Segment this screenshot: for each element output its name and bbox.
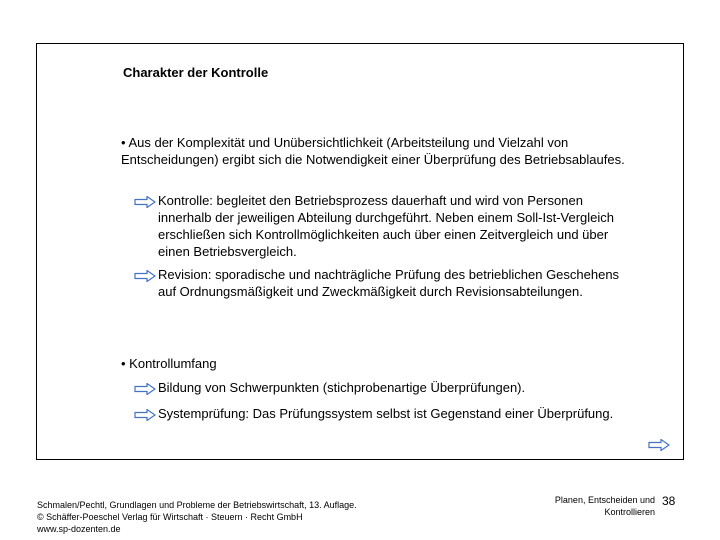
chapter-line: Kontrollieren <box>604 507 655 517</box>
citation-line: © Schäffer-Poeschel Verlag für Wirtschaft · Steuern · Recht GmbH <box>37 512 303 522</box>
citation-line: Schmalen/Pechtl, Grundlagen und Probleme der Betriebswirtschaft, 13. Auflage. <box>37 500 357 510</box>
sub-item-kontrolle: Kontrolle: begleitet den Betriebsprozess dauerhaft und wird von Personen innerhalb der jeweiligen Abteilung durchgeführt. Neben einem Soll-Ist-Vergleich erschließen sich Kontrollmöglichkeiten auch über einen Zeitvergleich und über einen Betriebsvergleich. <box>158 193 614 259</box>
footer-citation <box>37 499 357 535</box>
right-arrow-icon <box>134 409 156 421</box>
slide-title: Charakter der Kontrolle <box>123 65 269 80</box>
sub-item-schwerpunkte: Bildung von Schwerpunkten (stichprobenartige Überprüfungen). <box>158 380 526 395</box>
footer-chapter <box>512 494 655 518</box>
sub-item-revision: Revision: sporadische und nachträgliche Prüfung des betrieblichen Geschehens auf Ordnungsmäßigkeit und Zweckmäßigkeit durch Revisionsabteilungen. <box>158 267 620 299</box>
bullet-complexity: • Aus der Komplexität und Unübersichtlichkeit (Arbeitsteilung und Vielzahl von Entscheidungen) ergibt sich die Notwendigkeit einer Überprüfung des Betriebsablaufes. <box>121 135 625 167</box>
citation-link[interactable]: www.sp-dozenten.de <box>37 524 121 534</box>
right-arrow-icon <box>134 383 156 395</box>
next-slide-arrow-icon[interactable] <box>648 439 670 451</box>
page-number: 38 <box>662 494 676 508</box>
right-arrow-icon <box>134 270 156 282</box>
right-arrow-icon <box>134 196 156 208</box>
sub-item-systempruefung: Systemprüfung: Das Prüfungssystem selbst ist Gegenstand einer Überprüfung. <box>158 406 614 421</box>
chapter-line: Planen, Entscheiden und <box>554 495 655 505</box>
bullet-kontrollumfang: • Kontrollumfang <box>121 356 217 371</box>
